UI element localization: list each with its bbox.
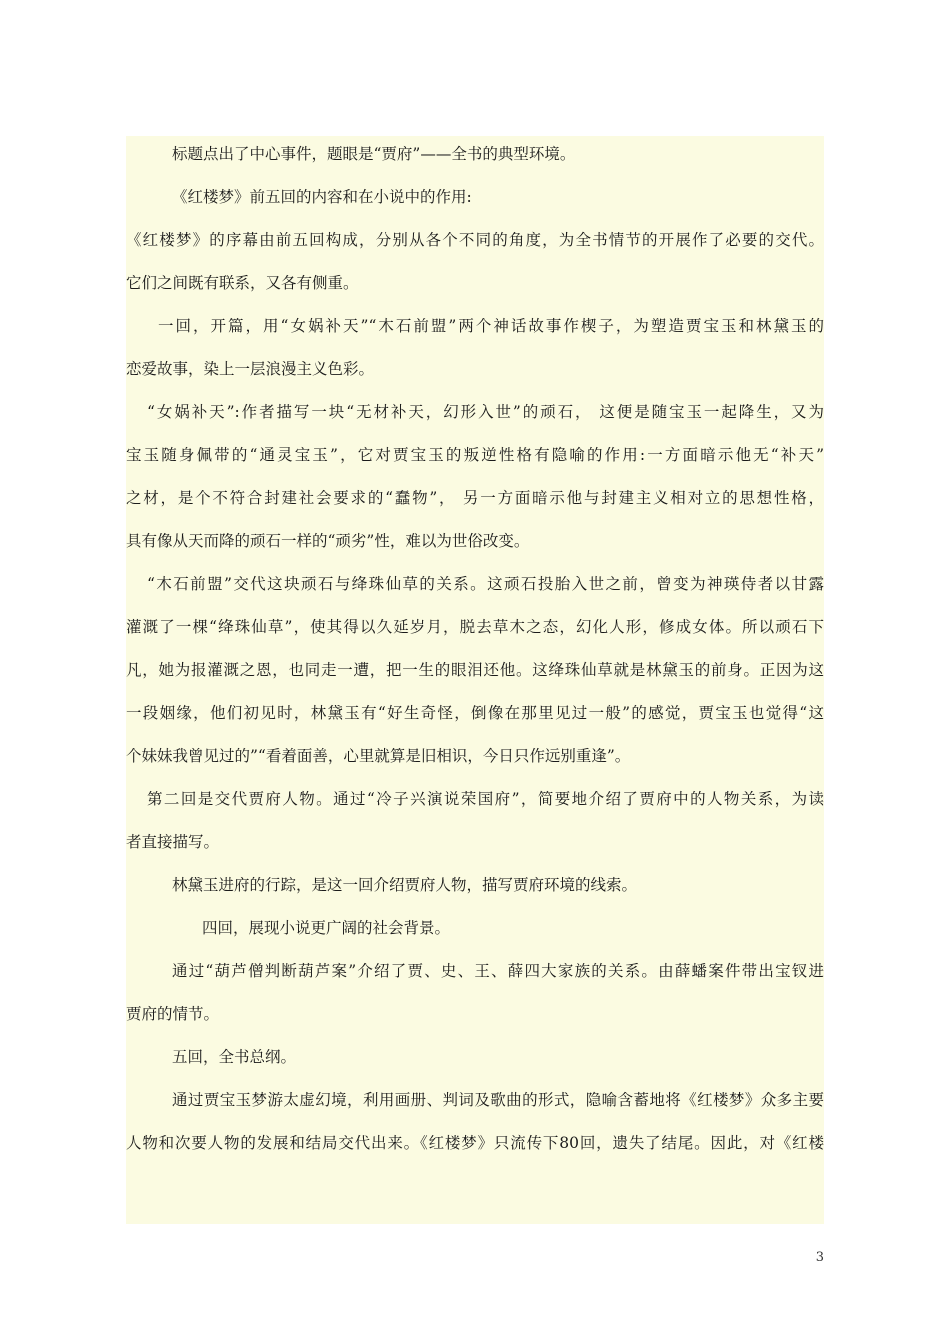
text-line: 通过贾宝玉梦游太虚幻境，利用画册、判词及歌曲的形式，隐喻含蓄地将《红楼梦》众多主要 [172, 1091, 824, 1109]
text-line: 具有像从天而降的顽石一样的“顽劣”性，难以为世俗改变。 [126, 532, 530, 550]
text-line: 者直接描写。 [126, 833, 220, 851]
text-line: 一回，开篇，用“女娲补天”“木石前盟”两个神话故事作楔子，为塑造贾宝玉和林黛玉的 [158, 317, 824, 335]
text-line: 《红楼梦》前五回的内容和在小说中的作用: [172, 188, 472, 206]
text-line: 之材，是个不符合封建社会要求的“蠢物”， 另一方面暗示他与封建主义相对立的思想性格， [126, 489, 824, 507]
text-line: 人物和次要人物的发展和结局交代出来。《红楼梦》只流传下80回，遗失了结尾。因此，对《红楼 [126, 1134, 824, 1152]
text-line: 四回，展现小说更广阔的社会背景。 [202, 919, 451, 937]
text-line: 它们之间既有联系，又各有侧重。 [126, 274, 359, 292]
text-line: 恋爱故事，染上一层浪漫主义色彩。 [126, 360, 375, 378]
text-line: “女娲补天”:作者描写一块“无材补天，幻形入世”的顽石， 这便是随宝玉一起降生，又为 [147, 403, 824, 421]
text-line: 灌溉了一棵“绛珠仙草”，使其得以久延岁月，脱去草木之态，幻化人形，修成女体。所以顽石下 [126, 618, 824, 636]
text-line: 贾府的情节。 [126, 1005, 220, 1023]
text-line: “木石前盟”交代这块顽石与绛珠仙草的关系。这顽石投胎入世之前，曾变为神瑛侍者以甘露 [147, 575, 824, 593]
text-line: 个妹妹我曾见过的”“看着面善，心里就算是旧相识，今日只作远别重逢”。 [126, 747, 631, 765]
page-number: 3 [815, 1250, 824, 1265]
text-line: 凡，她为报灌溉之恩，也同走一遭，把一生的眼泪还他。这绛珠仙草就是林黛玉的前身。正因为这 [126, 661, 824, 679]
text-line: 五回，全书总纲。 [172, 1048, 297, 1066]
text-line: 林黛玉进府的行踪，是这一回介绍贾府人物，描写贾府环境的线索。 [172, 876, 638, 894]
text-line: 通过“葫芦僧判断葫芦案”介绍了贾、史、王、薛四大家族的关系。由薛蟠案件带出宝钗进 [172, 962, 824, 980]
text-line: 标题点出了中心事件，题眼是“贾府”——全书的典型环境。 [172, 145, 576, 163]
text-line: 《红楼梦》的序幕由前五回构成，分别从各个不同的角度，为全书情节的开展作了必要的交代。 [126, 231, 824, 249]
text-line: 宝玉随身佩带的“通灵宝玉”，它对贾宝玉的叛逆性格有隐喻的作用:一方面暗示他无“补天” [126, 446, 824, 464]
text-line: 一段姻缘，他们初见时，林黛玉有“好生奇怪，倒像在那里见过一般”的感觉，贾宝玉也觉得“这 [126, 704, 824, 722]
text-line: 第二回是交代贾府人物。通过“冷子兴演说荣国府”，简要地介绍了贾府中的人物关系，为读 [147, 790, 824, 808]
